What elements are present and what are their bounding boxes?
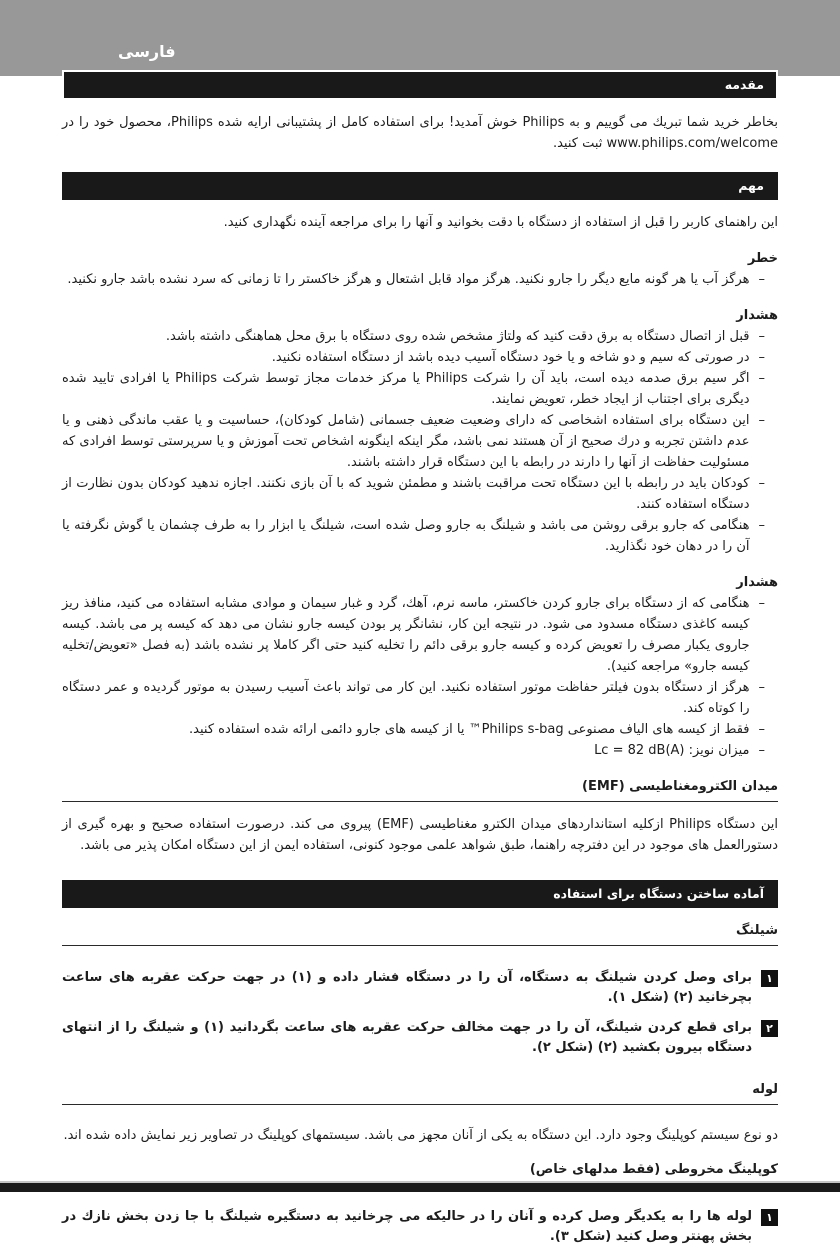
tube-heading: لوله [62, 1080, 778, 1105]
list-item [62, 410, 778, 473]
section-bar-introduction: مقدمه [62, 70, 778, 100]
step-number-badge: ۲ [761, 1020, 778, 1037]
emf-paragraph: این دستگاه Philips ازکلیه استانداردهای میدان الکترو مغناطیسی (EMF) پیروی می کند. درصورت استفاده صحیح و بهره گیری از دستورالعمل های موجود در این دفترچه راهنما، طبق شواهد علمی موجود کنونی، استفاده ایمن از این دستگاه امکان پذیر می باشد. [62, 817, 778, 853]
dash-bullet-icon: – [758, 518, 765, 533]
list-item [62, 677, 778, 719]
step-text: برای وصل کردن شیلنگ به دستگاه، آن را در دستگاه فشار داده و (۱) در جهت حرکت عقربه های ساعت بچرخانید (۲) (شکل ۱). [62, 970, 753, 1005]
page-content [62, 0, 778, 1247]
list-item-text: در صورتی که سیم و دو شاخه و یا خود دستگاه آسیب دیده باشد از دستگاه استفاده نکنید. [271, 350, 750, 365]
dash-bullet-icon: – [758, 272, 765, 287]
danger-list [62, 269, 778, 290]
warning-list-1 [62, 326, 778, 557]
step-text: لوله ها را به یکدیگر وصل کرده و آنان را در حالیکه می چرخانید به دستگیره شیلنگ با جا زدن بخش نازك در بخش پهنتر وصل کنید (شکل ۳). [62, 1209, 752, 1244]
coupling-step-1 [62, 1207, 778, 1247]
hose-step-1 [62, 968, 778, 1008]
step-number-badge: ۱ [761, 970, 778, 987]
step-text: برای قطع کردن شیلنگ، آن را در جهت مخالف حرکت عقربه های ساعت بگردانید (۱) و شیلنگ را از انتهای دستگاه بیرون بکشید (۲) (شکل ۲). [62, 1020, 752, 1055]
list-item [62, 269, 778, 290]
warning-list-2 [62, 593, 778, 761]
list-item-text: فقط از کیسه های الیاف مصنوعی Philips s-bag™ یا از کیسه های جارو دائمی ارائه شده استفاده کنید. [189, 722, 750, 737]
list-item-text: هرگز آب یا هر گونه مایع دیگر را جارو نکنید. هرگز مواد قابل اشتعال و هرگز خاکستر را تا زمانی که سرد نشده باشد جارو نکنید. [67, 272, 750, 287]
dash-bullet-icon: – [758, 722, 765, 737]
hose-heading: شیلنگ [62, 921, 778, 946]
emf-heading: میدان الکترومغناطیسی (EMF) [62, 777, 778, 802]
tube-paragraph: دو نوع سیستم کوپلینگ وجود دارد. این دستگاه به یکی از آنان مجهز می باشد. سیستمهای کوپلینگ در تصاویر زیر نمایش داده شده اند. [63, 1128, 778, 1143]
introduction-paragraph: بخاطر خرید شما تبریك می گوییم و به Philips خوش آمدید! برای استفاده کامل از پشتیبانی ارایه شده Philips، محصول خود را در www.philips.com/welcome ثبت کنید. [62, 115, 779, 151]
list-item-text: قبل از اتصال دستگاه به برق دقت کنید که ولتاژ مشخص شده روی دستگاه با برق محل هماهنگی داشته باشد. [165, 329, 750, 344]
list-item [62, 719, 778, 740]
hose-step-2 [62, 1018, 778, 1058]
step-number-badge: ۱ [761, 1209, 778, 1226]
dash-bullet-icon: – [758, 743, 765, 758]
list-item-text: هرگز از دستگاه بدون فیلتر حفاظت موتور استفاده نکنید. این کار می تواند باعث آسیب رسیدن به موتور گردیده و عمر دستگاه را کوتاه کند. [62, 680, 750, 716]
dash-bullet-icon: – [758, 371, 765, 386]
section-bar-prepare: آماده ساختن دستگاه برای استفاده [62, 880, 778, 908]
list-item [62, 740, 778, 761]
list-item-text: این دستگاه برای استفاده اشخاصی که دارای وضعیت ضعیف جسمانی (شامل کودکان)، حساسیت و یا عقب ماندگی ذهنی و یا عدم داشتن تجربه و درك صحیح از آن هستند نمی باشد، مگر اینکه اینگونه اشخاص تحت آموزش و یا سرپرستی توسط افرادی که مسئولیت حفاظت از آنها را دارند در رابطه با این دستگاه قرار داشته باشند. [62, 413, 750, 470]
warning-heading-1: هشدار [736, 308, 778, 323]
warning-heading-2: هشدار [736, 575, 778, 590]
important-paragraph: این راهنمای کاربر را قبل از استفاده از دستگاه با دقت بخوانید و آنها را برای مراجعه آینده نگهداری کنید. [223, 215, 778, 230]
danger-heading: خطر [747, 251, 778, 266]
dash-bullet-icon: – [758, 350, 765, 365]
section-bar-important: مهم [62, 172, 778, 200]
list-item [62, 515, 778, 557]
list-item [62, 593, 778, 677]
list-item-text: کودکان باید در رابطه با این دستگاه تحت مراقبت باشند و مطمئن شوید که با آن بازی نکنند. اجازه ندهید کودکان بدون نظارت از دستگاه استفاده کنند. [62, 476, 750, 512]
list-item-text: هنگامی که از دستگاه برای جارو کردن خاکستر، ماسه نرم، آهك، گرد و غبار سیمان و موادی مشابه استفاده می کنید، منافذ ریز کیسه کاغذی دستگاه مسدود می شود. در نتیجه این کار، نشانگر پر بودن کیسه جارو نشان می دهد که کیسه پر می باشد. کیسه جاروی یکبار مصرف را تعویض کرده و کیسه جارو برقی دائم را تخلیه کنید حتی اگر کاملا پر نشده باشد (به فصل «تعویض/تخلیه کیسه جارو» مراجعه کنید). [62, 596, 750, 674]
dash-bullet-icon: – [758, 413, 765, 428]
dash-bullet-icon: – [758, 329, 765, 344]
dash-bullet-icon: – [758, 680, 765, 695]
list-item-text: میزان نویز: Lc = 82 dB(A) [594, 743, 750, 758]
list-item [62, 473, 778, 515]
list-item [62, 326, 778, 347]
dash-bullet-icon: – [758, 596, 765, 611]
page-bottom-strip [0, 1183, 840, 1192]
list-item-text: هنگامی که جارو برقی روشن می باشد و شیلنگ به جارو وصل شده است، شیلنگ یا ابزار را به طرف چشمان یا گوش نگرفته یا آن را در دهان خود نگذارید. [62, 518, 750, 554]
list-item-text: اگر سیم برق صدمه دیده است، باید آن را شرکت Philips یا مرکز خدمات مجاز توسط شرکت Philips یا افرادی تایید شده دیگری برای اجتناب از ایجاد خطر، تعویض نمایند. [62, 371, 750, 407]
list-item [62, 347, 778, 368]
list-item [62, 368, 778, 410]
dash-bullet-icon: – [758, 476, 765, 491]
language-label: فارسی [118, 42, 176, 61]
coupling-heading: کوپلینگ مخروطی (فقط مدلهای خاص) [62, 1160, 778, 1185]
